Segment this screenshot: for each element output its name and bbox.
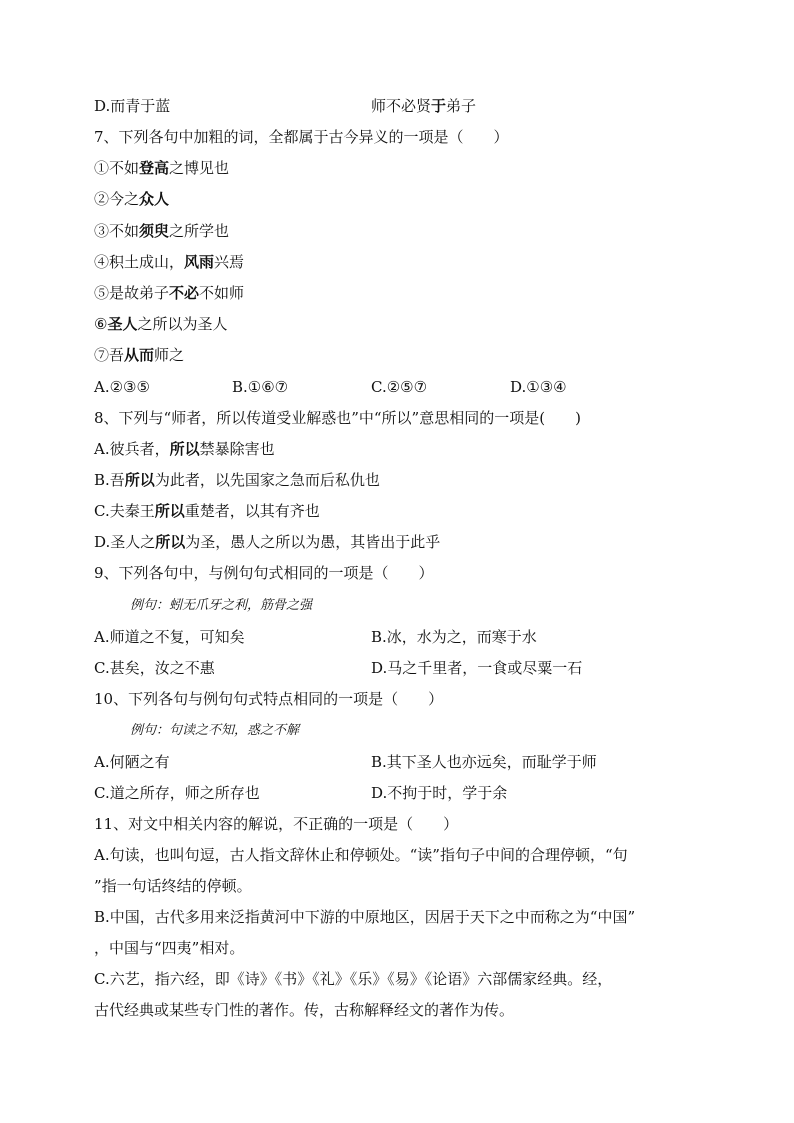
bold-text: 须臾: [139, 222, 170, 240]
q9-example: 例句：蚓无爪牙之利，筋骨之强: [130, 598, 313, 613]
q7-option: A.②③⑤: [94, 378, 150, 396]
bold-text: 众人: [139, 190, 170, 208]
text: ②今之: [94, 190, 140, 208]
text: ⑦吾: [94, 346, 125, 364]
text: B.吾: [94, 471, 125, 489]
text: D.圣人之: [94, 533, 156, 551]
text: 弟子: [446, 97, 477, 115]
q11-line: ”指一句话终结的停顿。: [94, 877, 252, 895]
q7-option: C.②⑤⑦: [371, 378, 428, 396]
bold-text: 从而: [124, 346, 155, 364]
text: 不如师: [199, 284, 245, 302]
q10-option: D.不拘于时，学于余: [371, 784, 508, 802]
q11-line: ，中国与“四夷”相对。: [94, 939, 245, 957]
text: ④积土成山，: [94, 253, 185, 271]
q7-stem: 7、下列各句中加粗的词，全都属于古今异义的一项是（ ）: [94, 128, 509, 146]
text: 师之: [154, 346, 185, 364]
q8-stem: 8、下列与“师者，所以传道受业解惑也”中“所以”意思相同的一项是( ): [94, 409, 581, 427]
q11-line: 古代经典或某些专门性的著作。传，古称解释经文的著作为传。: [94, 1001, 515, 1019]
q7-option: B.①⑥⑦: [232, 378, 289, 396]
q8-option: [94, 470, 380, 490]
text: 师不必贤: [371, 97, 432, 115]
q10-example: 例句：句读之不知，惑之不解: [130, 723, 300, 738]
q7-item: [94, 283, 244, 303]
q9-option: D.马之千里者，一食或尽粟一石: [371, 659, 583, 677]
text: 之所以为圣人: [137, 315, 228, 333]
q8-option: [94, 532, 440, 552]
text: ①不如: [94, 159, 140, 177]
text: 禁暴除害也: [199, 440, 275, 458]
q8-option: [94, 439, 275, 459]
text: 重楚者，以其有齐也: [184, 502, 320, 520]
text: 兴焉: [214, 253, 245, 271]
bold-text: 圣人: [107, 315, 138, 333]
q10-option: B.其下圣人也亦远矣，而耻学于师: [371, 753, 597, 771]
text: ⑤是故弟子: [94, 284, 170, 302]
q7-item: [94, 314, 227, 334]
text: C.夫秦王: [94, 502, 155, 520]
bold-text: 所以: [169, 440, 200, 458]
q9-option: B.冰，水为之，而寒于水: [371, 628, 537, 646]
q9-stem: 9、下列各句中，与例句句式相同的一项是（ ）: [94, 564, 434, 582]
q11-line: B.中国，古代多用来泛指黄河中下游的中原地区，因居于天下之中而称之为“中国”: [94, 908, 636, 926]
bold-text: 所以: [154, 502, 185, 520]
bold-text: 风雨: [184, 253, 215, 271]
text: ③不如: [94, 222, 140, 240]
q7-item: [94, 189, 169, 209]
q10-option: C.道之所存，师之所存也: [94, 784, 260, 802]
q6-option-d: [94, 96, 170, 116]
bold-text: 所以: [124, 471, 155, 489]
text: 之博见也: [169, 159, 230, 177]
q11-line: C.六艺，指六经，即《诗》《书》《礼》《乐》《易》《论语》六部儒家经典。经，: [94, 970, 613, 988]
q7-item: [94, 345, 184, 365]
bold-text: 不必: [169, 284, 200, 302]
q7-item: [94, 252, 244, 272]
text: 为圣，愚人之所以为愚，其皆出于此乎: [185, 533, 441, 551]
q7-item: [94, 158, 229, 178]
q6-option-d-left: D.而青于蓝: [94, 97, 171, 115]
text: 为此者，以先国家之急而后私仇也: [154, 471, 380, 489]
q7-item: [94, 221, 229, 241]
text: 之所学也: [169, 222, 230, 240]
bold-text: 登高: [139, 159, 170, 177]
q10-stem: 10、下列各句与例句句式特点相同的一项是（ ）: [94, 690, 444, 708]
text: A.彼兵者，: [94, 440, 170, 458]
q9-option: A.师道之不复，可知矣: [94, 628, 245, 646]
q11-line: A.句读，也叫句逗，古人指文辞休止和停顿处。“读”指句子中间的合理停顿，“句: [94, 846, 628, 864]
bold-text: 于: [431, 97, 447, 115]
q9-option: C.甚矣，汝之不惠: [94, 659, 215, 677]
q11-stem: 11、对文中相关内容的解说，不正确的一项是（ ）: [94, 815, 459, 833]
q7-option: D.①③④: [510, 378, 567, 396]
q10-option: A.何陋之有: [94, 753, 170, 771]
q6-option-d-right: [371, 96, 476, 116]
text: ⑥: [94, 315, 108, 333]
q8-option: [94, 501, 320, 521]
bold-text: 所以: [155, 533, 186, 551]
